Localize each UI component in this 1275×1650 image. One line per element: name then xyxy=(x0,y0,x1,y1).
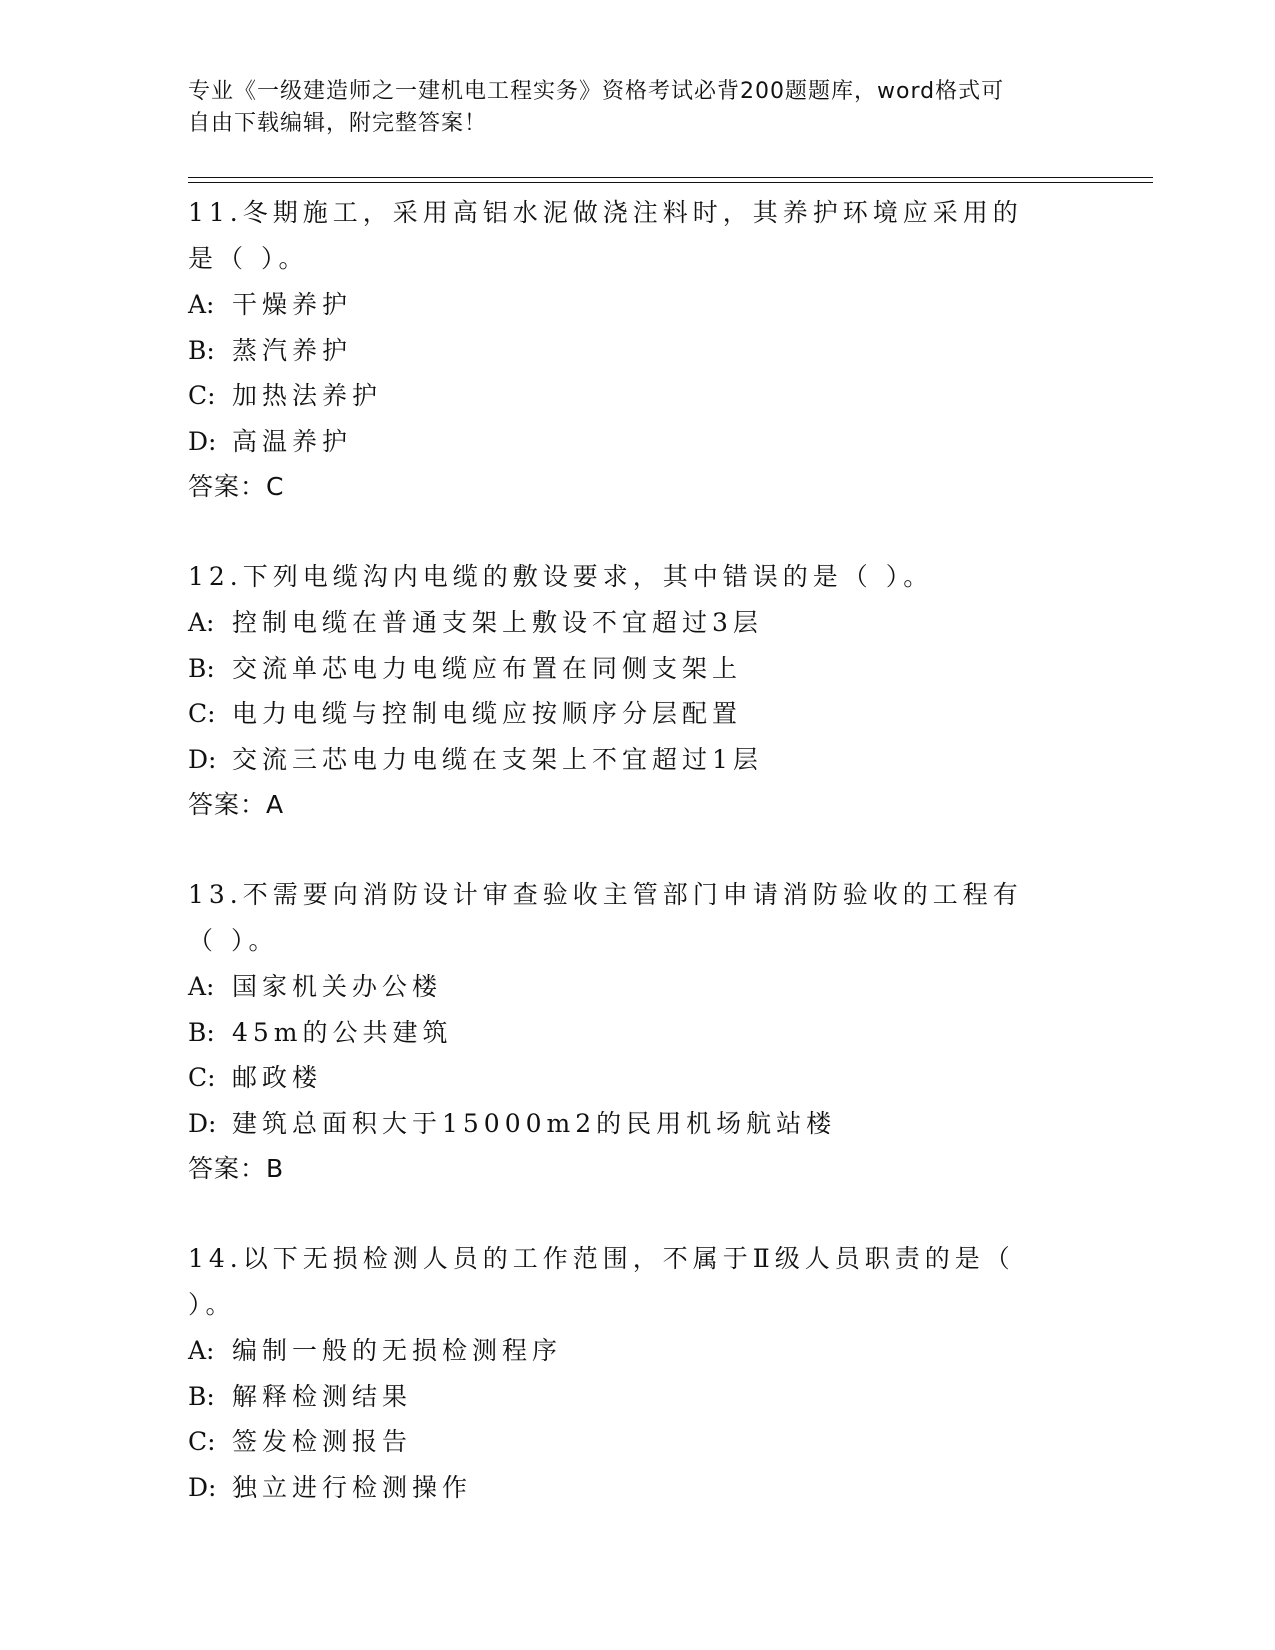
option-letter: A: xyxy=(188,290,215,319)
option-text: 签发检测报告 xyxy=(232,1427,413,1456)
question-list xyxy=(188,190,1048,1510)
option-b xyxy=(188,646,1048,692)
option-letter: D: xyxy=(188,1472,217,1502)
answer-line: 答案：A xyxy=(188,790,285,819)
question-text: 13.不需要向消防设计审查验收主管部门申请消防验收的工程有（ ）。 xyxy=(188,880,1023,955)
option-letter: D: xyxy=(188,744,217,774)
option-letter: A: xyxy=(188,608,215,637)
option-d xyxy=(188,1101,1048,1147)
spacer xyxy=(188,1191,1048,1236)
question-text: 11.冬期施工，采用高铝水泥做浇注料时，其养护环境应采用的是（ ）。 xyxy=(188,198,1023,273)
option-d xyxy=(188,419,1048,465)
question-14 xyxy=(188,1236,1048,1510)
option-text: 电力电缆与控制电缆应按顺序分层配置 xyxy=(232,699,743,728)
option-letter: B: xyxy=(188,1381,215,1411)
option-text: 解释检测结果 xyxy=(232,1381,413,1411)
header-rule-bottom xyxy=(188,182,1153,183)
option-text: 交流三芯电力电缆在支架上不宜超过1层 xyxy=(232,744,763,774)
option-letter: C: xyxy=(188,1427,216,1456)
option-text: 蒸汽养护 xyxy=(232,335,353,365)
option-letter: C: xyxy=(188,381,216,410)
header-rule-top xyxy=(188,177,1153,178)
document-header xyxy=(188,76,1068,140)
option-letter: A: xyxy=(188,972,215,1001)
option-letter: C: xyxy=(188,699,216,728)
question-13 xyxy=(188,872,1048,1191)
option-text: 控制电缆在普通支架上敷设不宜超过3层 xyxy=(232,608,763,637)
option-a xyxy=(188,964,1048,1010)
option-b xyxy=(188,1374,1048,1420)
option-c xyxy=(188,373,1048,419)
question-text: 12.下列电缆沟内电缆的敷设要求，其中错误的是（ ）。 xyxy=(188,562,934,591)
option-b xyxy=(188,1010,1048,1056)
question-text: 14.以下无损检测人员的工作范围，不属于Ⅱ级人员职责的是（ ）。 xyxy=(188,1244,1015,1319)
question-11 xyxy=(188,190,1048,509)
option-d xyxy=(188,1465,1048,1511)
option-letter: B: xyxy=(188,335,215,365)
spacer xyxy=(188,827,1048,872)
option-text: 独立进行检测操作 xyxy=(232,1472,473,1502)
answer-line: 答案：B xyxy=(188,1154,285,1183)
option-letter: C: xyxy=(188,1063,216,1092)
option-text: 国家机关办公楼 xyxy=(232,972,443,1001)
option-a xyxy=(188,600,1048,646)
option-d xyxy=(188,737,1048,783)
option-letter: D: xyxy=(188,426,217,456)
option-letter: A: xyxy=(188,1336,215,1365)
answer-line: 答案：C xyxy=(188,472,285,501)
option-a xyxy=(188,1328,1048,1374)
option-letter: B: xyxy=(188,653,215,683)
header-line-2: 自由下载编辑，附完整答案！ xyxy=(188,111,488,136)
option-c xyxy=(188,1055,1048,1101)
option-a xyxy=(188,282,1048,328)
option-letter: B: xyxy=(188,1017,215,1047)
option-text: 高温养护 xyxy=(232,426,353,456)
option-text: 建筑总面积大于15000m2的民用机场航站楼 xyxy=(232,1108,837,1138)
option-text: 干燥养护 xyxy=(232,290,353,319)
option-text: 邮政楼 xyxy=(232,1063,323,1092)
spacer xyxy=(188,509,1048,554)
header-line-1: 专业《一级建造师之一建机电工程实务》资格考试必背200题题库，word格式可 xyxy=(188,79,1005,104)
option-letter: D: xyxy=(188,1108,217,1138)
question-12 xyxy=(188,554,1048,827)
option-c xyxy=(188,1419,1048,1465)
option-text: 交流单芯电力电缆应布置在同侧支架上 xyxy=(232,653,743,683)
option-c xyxy=(188,691,1048,737)
option-text: 加热法养护 xyxy=(232,381,383,410)
option-b xyxy=(188,328,1048,374)
option-text: 编制一般的无损检测程序 xyxy=(232,1336,563,1365)
option-text: 45m的公共建筑 xyxy=(232,1017,453,1047)
